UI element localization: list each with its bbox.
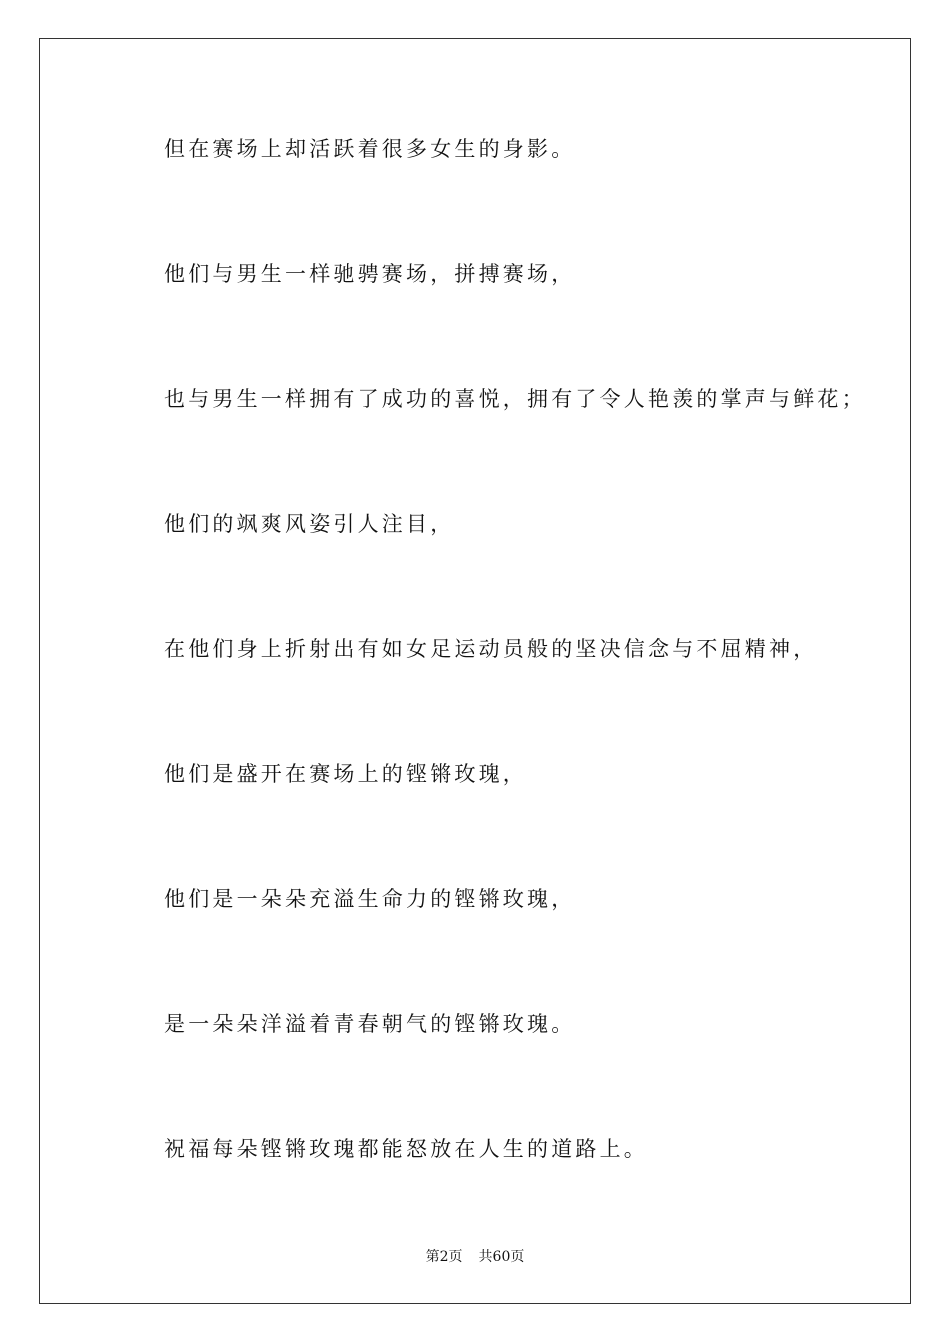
page-border [39, 38, 911, 1304]
body-line: 祝福每朵铿锵玫瑰都能怒放在人生的道路上。 [164, 1137, 648, 1161]
body-line: 他们的飒爽风姿引人注目， [164, 512, 455, 536]
page-footer [0, 1248, 950, 1266]
body-line: 在他们身上折射出有如女足运动员般的坚决信念与不屈精神， [164, 637, 818, 661]
body-line: 他们是一朵朵充溢生命力的铿锵玫瑰， [164, 887, 576, 911]
body-line: 他们是盛开在赛场上的铿锵玫瑰， [164, 762, 527, 786]
page-number: 第2页 [425, 1249, 463, 1265]
page-total: 共60页 [478, 1249, 525, 1265]
body-line: 但在赛场上却活跃着很多女生的身影。 [164, 137, 576, 161]
body-line: 也与男生一样拥有了成功的喜悦，拥有了令人艳羡的掌声与鲜花； [164, 387, 866, 411]
body-line: 是一朵朵洋溢着青春朝气的铿锵玫瑰。 [164, 1012, 576, 1036]
body-line: 他们与男生一样驰骋赛场，拼搏赛场， [164, 262, 576, 286]
